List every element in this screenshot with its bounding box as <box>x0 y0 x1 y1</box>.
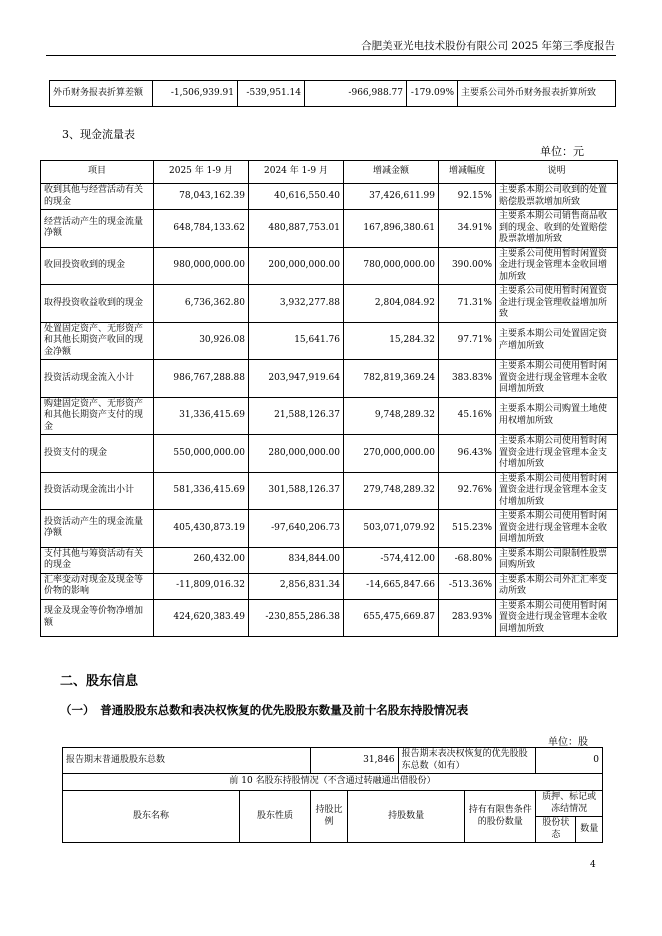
total-holders-label: 报告期末普通股股东总数 <box>63 748 311 774</box>
cell-pct: 97.71% <box>439 322 496 360</box>
cell-prev: 280,000,000.00 <box>249 435 344 473</box>
header-divider <box>46 55 616 56</box>
col-restricted-shares: 持有有限售条件的股份数量 <box>465 791 536 843</box>
cell-note: 主要系本期公司使用暂时闲置资金进行现金管理本金收回增加所致 <box>496 510 618 548</box>
cell-item: 支付其他与筹资活动有关的现金 <box>41 547 154 573</box>
table-row <box>41 510 618 548</box>
cell-diff: 503,071,079.92 <box>344 510 439 548</box>
total-holders-value: 31,846 <box>311 748 399 774</box>
cell-cur: -11,809,016.32 <box>154 573 249 599</box>
col-header: 项目 <box>41 161 154 184</box>
table-row <box>50 81 616 107</box>
cell-diff: -574,412.00 <box>344 547 439 573</box>
cell-note: 主要系本期公司外汇汇率变动所致 <box>496 573 618 599</box>
table-row <box>63 774 603 791</box>
cell-prev: 480,887,753.01 <box>249 210 344 248</box>
cell-note: 主要系本期公司处置固定资产增加所致 <box>496 322 618 360</box>
fx-current: -1,506,939.91 <box>153 81 238 107</box>
cell-item: 经营活动产生的现金流量净额 <box>41 210 154 248</box>
cell-diff: 279,748,289.32 <box>344 472 439 510</box>
cell-prev: 203,947,919.64 <box>249 360 344 398</box>
cell-prev: 834,844.00 <box>249 547 344 573</box>
cell-pct: 92.76% <box>439 472 496 510</box>
col-share-count: 数量 <box>576 817 603 843</box>
cell-pct: -68.80% <box>439 547 496 573</box>
cell-pct: 45.16% <box>439 397 496 435</box>
cell-diff: 2,804,084.92 <box>344 285 439 323</box>
cell-diff: 655,475,669.87 <box>344 599 439 637</box>
cell-note: 主要系本期公司使用暂时闲置资金进行现金管理本金收回增加所致 <box>496 599 618 637</box>
cell-pct: 515.23% <box>439 510 496 548</box>
table-row <box>41 435 618 473</box>
col-share-status: 股份状态 <box>536 817 576 843</box>
cell-pct: 390.00% <box>439 247 496 285</box>
table-row <box>41 184 618 210</box>
cell-cur: 31,336,415.69 <box>154 397 249 435</box>
cell-cur: 581,336,415.69 <box>154 472 249 510</box>
cell-note: 主要系本期公司购置土地使用权增加所致 <box>496 397 618 435</box>
cell-cur: 550,000,000.00 <box>154 435 249 473</box>
pref-holders-label: 报告期末表决权恢复的优先股股东总数（如有） <box>398 748 536 774</box>
cell-cur: 405,430,873.19 <box>154 510 249 548</box>
fx-item: 外币财务报表折算差额 <box>50 81 153 107</box>
col-holder-name: 股东名称 <box>63 791 240 843</box>
shareholder-table <box>62 747 603 843</box>
cell-item: 投资活动现金流入小计 <box>41 360 154 398</box>
col-holding-ratio: 持股比例 <box>311 791 348 843</box>
cell-prev: 200,000,000.00 <box>249 247 344 285</box>
cell-cur: 30,926.08 <box>154 322 249 360</box>
cell-note: 主要系本期公司限制性股票回购所致 <box>496 547 618 573</box>
table-row <box>41 547 618 573</box>
cell-diff: 9,748,289.32 <box>344 397 439 435</box>
cell-prev: 3,932,277.88 <box>249 285 344 323</box>
cell-prev: 15,641.76 <box>249 322 344 360</box>
col-header: 说明 <box>496 161 618 184</box>
fx-diff: -966,988.77 <box>305 81 407 107</box>
table-row <box>41 599 618 637</box>
cell-item: 取得投资收益收到的现金 <box>41 285 154 323</box>
col-header: 增减幅度 <box>439 161 496 184</box>
cell-note: 主要系公司使用暂时闲置资金进行现金管理本金收回增加所致 <box>496 247 618 285</box>
table-row <box>41 322 618 360</box>
col-holding-qty: 持股数量 <box>348 791 465 843</box>
cell-item: 投资活动现金流出小计 <box>41 472 154 510</box>
cell-prev: 21,588,126.37 <box>249 397 344 435</box>
table-row <box>41 285 618 323</box>
cell-pct: 34.91% <box>439 210 496 248</box>
cell-pct: 96.43% <box>439 435 496 473</box>
cashflow-section-title: 3、现金流量表 <box>62 128 135 141</box>
cell-prev: 301,588,126.37 <box>249 472 344 510</box>
cell-item: 购建固定资产、无形资产和其他长期资产支付的现金 <box>41 397 154 435</box>
col-pledge-status: 质押、标记或冻结情况 <box>536 791 603 817</box>
cell-item: 收回投资收到的现金 <box>41 247 154 285</box>
fx-note: 主要系公司外币财务报表折算所致 <box>458 81 616 107</box>
cell-cur: 648,784,133.62 <box>154 210 249 248</box>
col-header: 增减金额 <box>344 161 439 184</box>
cell-cur: 260,432.00 <box>154 547 249 573</box>
cell-pct: 92.15% <box>439 184 496 210</box>
table-row <box>63 791 603 817</box>
cell-pct: 283.93% <box>439 599 496 637</box>
cell-item: 汇率变动对现金及现金等价物的影响 <box>41 573 154 599</box>
cell-pct: -513.36% <box>439 573 496 599</box>
cell-note: 主要系公司使用暂时闲置资金进行现金管理收益增加所致 <box>496 285 618 323</box>
cell-diff: 270,000,000.00 <box>344 435 439 473</box>
fx-translation-table <box>49 80 616 107</box>
cell-note: 主要系本期公司使用暂时闲置资金进行现金管理本金收回增加所致 <box>496 360 618 398</box>
cashflow-table <box>40 160 618 637</box>
cell-cur: 986,767,288.88 <box>154 360 249 398</box>
table-row <box>41 210 618 248</box>
col-holder-nature: 股东性质 <box>240 791 311 843</box>
shareholder-subsection-title: （一） 普通股股东总数和表决权恢复的优先股股东数量及前十名股东持股情况表 <box>60 703 469 717</box>
col-header: 2025 年 1-9 月 <box>154 161 249 184</box>
cell-diff: 15,284.32 <box>344 322 439 360</box>
cell-prev: -97,640,206.73 <box>249 510 344 548</box>
table-row <box>41 573 618 599</box>
cell-item: 处置固定资产、无形资产和其他长期资产收回的现金净额 <box>41 322 154 360</box>
cell-prev: 40,616,550.40 <box>249 184 344 210</box>
shareholder-unit: 单位：股 <box>548 737 588 748</box>
cell-item: 现金及现金等价物净增加额 <box>41 599 154 637</box>
page-header-title: 合肥美亚光电技术股份有限公司 2025 年第三季度报告 <box>361 40 615 52</box>
top10-title: 前 10 名股东持股情况（不含通过转融通出借股份） <box>63 774 603 791</box>
shareholder-section-title: 二、股东信息 <box>60 674 139 689</box>
cell-cur: 6,736,362.80 <box>154 285 249 323</box>
table-row <box>41 397 618 435</box>
cell-cur: 78,043,162.39 <box>154 184 249 210</box>
cell-note: 主要系本期公司收到的处置赔偿股票款增加所致 <box>496 184 618 210</box>
page-number: 4 <box>590 860 596 870</box>
cell-pct: 383.83% <box>439 360 496 398</box>
cell-cur: 980,000,000.00 <box>154 247 249 285</box>
cell-diff: 782,819,369.24 <box>344 360 439 398</box>
cell-diff: 780,000,000.00 <box>344 247 439 285</box>
table-header-row <box>41 161 618 184</box>
cell-item: 投资支付的现金 <box>41 435 154 473</box>
cell-item: 投资活动产生的现金流量净额 <box>41 510 154 548</box>
cell-note: 主要系本期公司使用暂时闲置资金进行现金管理本金支付增加所致 <box>496 435 618 473</box>
cell-diff: 167,896,380.61 <box>344 210 439 248</box>
cell-diff: -14,665,847.66 <box>344 573 439 599</box>
table-row <box>41 472 618 510</box>
cell-prev: -230,855,286.38 <box>249 599 344 637</box>
table-row <box>63 748 603 774</box>
fx-previous: -539,951.14 <box>238 81 305 107</box>
fx-pct: -179.09% <box>407 81 458 107</box>
cashflow-unit: 单位：元 <box>540 145 584 158</box>
cell-note: 主要系本期公司使用暂时闲置资金进行现金管理本金支付增加所致 <box>496 472 618 510</box>
table-row <box>41 360 618 398</box>
cell-note: 主要系本期公司销售商品收到的现金、收到的处置赔偿股票款增加所致 <box>496 210 618 248</box>
table-row <box>41 247 618 285</box>
cell-prev: 2,856,831.34 <box>249 573 344 599</box>
cell-cur: 424,620,383.49 <box>154 599 249 637</box>
cell-diff: 37,426,611.99 <box>344 184 439 210</box>
col-header: 2024 年 1-9 月 <box>249 161 344 184</box>
cell-pct: 71.31% <box>439 285 496 323</box>
pref-holders-value: 0 <box>536 748 603 774</box>
cell-item: 收到其他与经营活动有关的现金 <box>41 184 154 210</box>
